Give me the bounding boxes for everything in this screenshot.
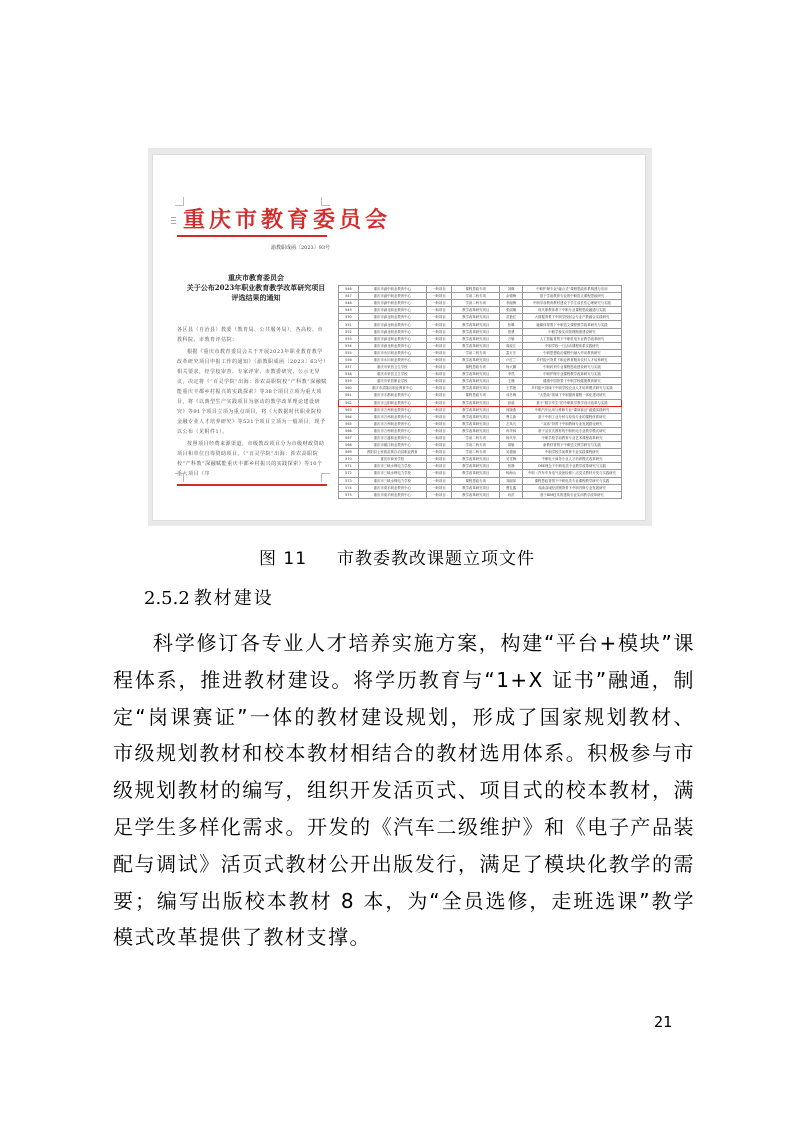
table-row	[339, 328, 622, 335]
table-cell: 教学改革研究项目	[452, 385, 500, 392]
notice-paragraph: 按照项目经费来源渠道，市级教改项目分为市级财政资助项目和单位自筹资助项目。《“百灵学院”出海：涉农高职院校“产科教”深融赋能重庆丰都乡村振兴的实践探索》等10个重大项目（序	[177, 441, 325, 477]
table-cell: 重庆市万州职业教育中心	[358, 427, 426, 434]
table-cell: 555	[339, 349, 359, 356]
table-cell: 重庆市渝中职业教育中心	[358, 300, 426, 307]
table-cell: 周敏	[500, 442, 523, 449]
table-cell: 573	[339, 477, 359, 484]
table-cell: 新教材背景下中职语文教学研究与实践	[522, 442, 621, 449]
table-cell: 556	[339, 356, 359, 363]
table-row	[339, 378, 622, 385]
table-cell: 563	[339, 406, 359, 413]
table-cell: 教学改革研究项目	[452, 335, 500, 342]
table-cell: 教学改革研究项目	[452, 328, 500, 335]
table-cell: 杨海山	[500, 470, 523, 477]
table-row	[339, 314, 622, 321]
table-cell: 一般项目	[426, 286, 451, 293]
table-cell: 重庆市渝北职业教育中心	[358, 307, 426, 314]
table-cell: 571	[339, 463, 359, 470]
notice-title-line: 关于公布2023年职业教育教学改革研究项目	[186, 283, 326, 292]
table-row	[339, 307, 622, 314]
table-cell: 一般项目	[426, 484, 451, 491]
table-cell: 554	[339, 342, 359, 349]
table-cell: 中职药剂专业课程思政建设研究与实践	[522, 364, 621, 371]
table-cell: 蔡勇	[500, 328, 523, 335]
table-cell: 中职学校一日活动课程体系实践研究	[522, 342, 621, 349]
table-cell: 融媒体背景下中职语文课程教学改革研究与实践	[522, 321, 621, 328]
table-cell: 教学改革研究项目	[452, 314, 500, 321]
table-cell: 基于BIM技术的建筑专业实训教学改革研究	[522, 491, 621, 498]
table-cell: 中职学校学前教育专业艺术课程改革研究	[522, 434, 621, 441]
table-cell: 左凤凡	[500, 420, 523, 427]
section-heading	[144, 584, 274, 610]
notice-body	[177, 325, 327, 479]
table-cell: 雷万宏	[500, 349, 523, 356]
table-cell: 551	[339, 321, 359, 328]
table-cell: 重庆市武隆区职业教育中心	[358, 385, 426, 392]
table-cell: 一般项目	[426, 349, 451, 356]
table-cell: 中职学校实训管理制度建设研究	[522, 328, 621, 335]
table-cell: 一般项目	[426, 392, 451, 399]
table-cell: 学前二科专项	[452, 293, 500, 300]
table-cell: 重庆市三峡水利电力学校	[358, 470, 426, 477]
table-cell: 558	[339, 371, 359, 378]
notice-paragraph: 根据《重庆市教育委员会关于开展2023年职业教育教学改革研究项目申报工作的通知》（渝教职成函〔2023〕63号）相关要求，经学校审查、专家评审、市教委研究、公示无异议，决定将《“百灵学院”出海：涉农高职院校“产科教”深融赋能重庆丰都乡村振兴的实践探索》等38个项目立项为重大项目，将《以典型生产实践项目为驱动的教学改革理论建设研究》等91个项目立项为重点项目，将《大数据时代职业院校金融专业人才培养研究》等531个项目立项为一般项目，现予以公布（见附件1）。	[177, 349, 327, 435]
table-cell: 中职《汽车车身电气设备检修》活页式教材开发与实践研究	[522, 470, 621, 477]
table-cell: “双高”背景下中职教师专业发展路径研究	[522, 420, 621, 427]
table-cell: 教学改革研究项目	[452, 470, 500, 477]
table-row	[339, 434, 622, 441]
table-cell: 一般项目	[426, 371, 451, 378]
table-cell: 一般项目	[426, 300, 451, 307]
table-cell: 重庆市渝北职业教育中心	[358, 335, 426, 342]
table-cell: 一般项目	[426, 491, 451, 498]
table-cell: 张琳	[500, 321, 523, 328]
table-cell: 一般项目	[426, 364, 451, 371]
table-cell: 547	[339, 293, 359, 300]
table-row	[339, 364, 622, 371]
table-cell: 重庆市梁平职业教育中心	[358, 491, 426, 498]
table-cell: 教学改革研究项目	[452, 484, 500, 491]
table-cell: 学前二科专项	[452, 442, 500, 449]
table-cell: 一般项目	[426, 427, 451, 434]
table-cell: 重庆市綦江职业教育中心	[358, 442, 426, 449]
table-row	[339, 449, 622, 456]
table-row	[339, 484, 622, 491]
table-cell: 教学改革研究项目	[452, 420, 500, 427]
table-cell: 基于学前教育专业的中职语文课程思政研究	[522, 293, 621, 300]
table-cell: 重庆市渝北职业教育中心	[358, 314, 426, 321]
table-cell: 课程思政专项	[452, 477, 500, 484]
table-cell: 一般项目	[426, 413, 451, 420]
table-row	[339, 413, 622, 420]
table-cell: 基于活页式教材的中职机电专业教学模式研究	[522, 427, 621, 434]
table-row	[339, 463, 622, 470]
table-cell: 吴德琼	[500, 449, 523, 456]
table-cell: 567	[339, 434, 359, 441]
table-cell: 中职学前教育教材建设下学生成长性心理研究与实践	[522, 300, 621, 307]
table-cell: 教学改革研究项目	[452, 378, 500, 385]
table-row	[339, 442, 622, 449]
table-cell: 一般项目	[426, 335, 451, 342]
table-cell: 重庆市云阳职业教育中心	[358, 399, 426, 406]
table-cell: 教学改革研究项目	[452, 371, 500, 378]
table-cell: 曹礼鑫	[500, 484, 523, 491]
table-cell: 一般项目	[426, 314, 451, 321]
table-cell: 中职思想政治课程中融入劳动教育研究	[522, 349, 621, 356]
table-cell: 教学改革研究项目	[452, 307, 500, 314]
table-cell: 一般项目	[426, 434, 451, 441]
table-cell: 重庆市渝北职业教育中心	[358, 328, 426, 335]
table-cell: 重庆市丰都职业教育中心	[358, 392, 426, 399]
table-cell: 549	[339, 307, 359, 314]
table-cell: 565	[339, 420, 359, 427]
table-cell: 一般项目	[426, 463, 451, 470]
table-cell: 重庆市荣昌卫生学校	[358, 364, 426, 371]
table-row	[339, 342, 622, 349]
table-cell: 重庆市万州职业教育中心	[358, 406, 426, 413]
table-cell: 刘丽萍	[500, 477, 523, 484]
table-cell: 一般项目	[426, 378, 451, 385]
table-cell: 中职汽车运用与维修专业“课岗赛证”融通实践研究	[522, 406, 621, 413]
table-cell: 一般项目	[426, 321, 451, 328]
table-row	[339, 456, 622, 463]
table-row	[339, 470, 622, 477]
table-cell: 基于“数字孪生”的中职数学教学设计改革与实践	[522, 399, 621, 406]
table-cell: 王珊	[500, 378, 523, 385]
table-cell: 564	[339, 413, 359, 420]
table-cell: 乡村振兴视域下中职学校农业人才培养模式研究与实践	[522, 385, 621, 392]
section-title: 教材建设	[193, 588, 274, 609]
table-cell: 中职学校学前教育专业实践课程研究	[522, 449, 621, 456]
table-cell: 一般项目	[426, 406, 451, 413]
table-cell: 杨大鹏	[500, 364, 523, 371]
table-cell: 邓冬梅	[500, 392, 523, 399]
table-cell: 570	[339, 456, 359, 463]
table-cell: 课程思政专项	[452, 364, 500, 371]
table-cell: 572	[339, 470, 359, 477]
table-cell: 重庆市渝北职业教育中心	[358, 342, 426, 349]
table-cell: 曹立新	[500, 413, 523, 420]
figure-caption-text: 市教委教改课题立项文件	[337, 549, 536, 569]
table-row	[339, 385, 622, 392]
table-cell: 冉华林	[500, 427, 523, 434]
table-cell: 基于中职工业分析与检验专业的课程体系研究	[522, 413, 621, 420]
table-cell: 一般项目	[426, 385, 451, 392]
table-cell: 课程思政专项	[452, 286, 500, 293]
table-cell: 周政江	[500, 342, 523, 349]
table-row	[339, 371, 622, 378]
table-cell: 561	[339, 392, 359, 399]
table-cell: 教学改革研究项目	[452, 342, 500, 349]
body-paragraph: 科学修订各专业人才培养实施方案，构建“平台+模块”课程体系，推进教材建设。将学历教育与“1+X 证书”融通，制定“岗课赛证”一体的教材建设规划，形成了国家规划教材、市级规划教材和校本教材相结合的教材选用体系。积极参与市级规划教材的编写，组织开发活页式、项目式的校本教材，满足学生多样化需求。开发的《汽车二级维护》和《电子产品装配与调试》活页式教材公开出版发行，满足了模块化教学的需要；编写出版校本教材 8 本，为“全员选修，走班选课”教学模式改革提供了教材支撑。	[113, 631, 695, 950]
table-cell: 566	[339, 427, 359, 434]
table-cell: 562	[339, 399, 359, 406]
table-cell: 557	[339, 364, 359, 371]
table-cell: 学前二科专项	[452, 434, 500, 441]
table-cell: 中职护理专业“融合式”课程思政体系构建与应用	[522, 286, 621, 293]
table-cell: 550	[339, 314, 359, 321]
table-cell: 教学改革研究项目	[452, 427, 500, 434]
drag-handle-icon	[171, 217, 176, 225]
table-cell: 一般项目	[426, 477, 451, 484]
table-cell: 李然	[500, 371, 523, 378]
table-row	[339, 349, 622, 356]
figure-number: 图 11	[258, 549, 308, 569]
notice-title	[171, 273, 341, 303]
corner-mark-icon	[175, 473, 184, 482]
table-cell: 学前二科专项	[452, 349, 500, 356]
table-cell: 559	[339, 378, 359, 385]
table-cell: 彭渝	[500, 399, 523, 406]
table-cell: 何晓燕	[500, 406, 523, 413]
notice-title-line: 重庆市教育委员会	[228, 273, 284, 282]
table-cell: 一般项目	[426, 342, 451, 349]
notice-paragraph: 各区县（自治县）教委（教育局、公共服务局），各高校、市教科院、市教育评估院：	[177, 327, 324, 343]
table-cell: 张丽娜	[500, 307, 523, 314]
table-cell: 重庆市万盛职业教育中心	[358, 434, 426, 441]
table-cell: 553	[339, 335, 359, 342]
table-cell: 教学改革研究项目	[452, 413, 500, 420]
table-cell: 健康中国背景下中职学校健康教育研究	[522, 378, 621, 385]
table-cell: 一般项目	[426, 456, 451, 463]
table-cell: 重庆市万州职业教育中心	[358, 413, 426, 420]
table-cell: 吴雪梅	[500, 456, 523, 463]
table-cell: 中职护理专业课程教学改革研究与实践	[522, 371, 621, 378]
table-cell: 560	[339, 385, 359, 392]
table-cell: 大数据背景下中职学校财会专业产教融合实践研究	[522, 314, 621, 321]
table-cell: 重庆市荣昌卫生学校	[358, 371, 426, 378]
table-cell: 重庆市渝北职业教育中心	[358, 321, 426, 328]
letterhead-title: 重庆市教育委员会	[183, 207, 392, 233]
letterhead-red-rule	[177, 235, 327, 237]
table-cell: 一般项目	[426, 307, 451, 314]
notice-title-line: 评选结果的通知	[231, 293, 281, 302]
table-cell: 王君艳	[500, 385, 523, 392]
table-cell: “大思政”视域下中职德育课程一体化建设研究	[522, 392, 621, 399]
table-cell: 张静	[500, 463, 523, 470]
table-row	[339, 335, 622, 342]
table-cell: 一般项目	[426, 399, 451, 406]
table-cell: 中职电子商务专业人才培养模式改革研究	[522, 456, 621, 463]
table-row	[339, 420, 622, 427]
figure-caption	[0, 544, 794, 569]
table-cell: 一般项目	[426, 470, 451, 477]
table-cell: 一般项目	[426, 293, 451, 300]
table-cell: 向洪	[500, 491, 523, 498]
table-cell: 教学改革研究项目	[452, 463, 500, 470]
section-number: 2.5.2	[144, 588, 190, 609]
table-cell: 568	[339, 442, 359, 449]
table-cell: 李丽梅	[500, 300, 523, 307]
table-cell: 乡村振兴背景下职业教育服务农村人才培养研究	[522, 356, 621, 363]
table-cell: OBE理念下中职电类专业教学改革研究与实践	[522, 463, 621, 470]
table-cell: 一般项目	[426, 420, 451, 427]
project-list-table	[338, 285, 622, 499]
table-cell: 课程思政背景下中职电类专业课程教学研究与实践	[522, 477, 621, 484]
table-cell: 546	[339, 286, 359, 293]
table-cell: 学前二科专项	[452, 300, 500, 307]
table-cell: 一般项目	[426, 356, 451, 363]
table-row	[339, 477, 622, 484]
table-row	[339, 293, 622, 300]
table-row	[339, 399, 622, 406]
table-cell: 成渝双城经济圈背景下中职汽修专业发展研究	[522, 484, 621, 491]
table-cell: 重庆市商务学校	[358, 456, 426, 463]
footer-red-rule	[177, 484, 327, 486]
table-cell: 一般项目	[426, 449, 451, 456]
table-cell: 教学改革研究项目	[452, 399, 500, 406]
table-cell: 课程思政专项	[452, 392, 500, 399]
table-cell: 552	[339, 328, 359, 335]
corner-mark-icon	[321, 473, 330, 482]
table-cell: 余德梅	[500, 293, 523, 300]
table-row	[339, 356, 622, 363]
table-cell: 574	[339, 484, 359, 491]
table-cell: 548	[339, 300, 359, 307]
table-row	[339, 427, 622, 434]
figure-screenshot	[148, 148, 652, 526]
table-cell: 569	[339, 449, 359, 456]
table-cell: 重庆市渝中职业教育中心	[358, 293, 426, 300]
projects-table	[338, 285, 622, 499]
table-cell: 现代职教体系下中职专业课程思政融通与实践	[522, 307, 621, 314]
table-row	[339, 392, 622, 399]
table-cell: 重庆市永川职业教育中心	[358, 349, 426, 356]
table-row	[339, 406, 622, 413]
table-cell: 刘佩	[500, 286, 523, 293]
table-row	[339, 286, 622, 293]
table-row	[339, 491, 622, 498]
table-cell: 酉阳县土家族苗族自治县职业教育	[358, 449, 426, 456]
document-number: 渝教职成函〔2023〕93号	[271, 245, 331, 251]
table-cell: 教学改革研究项目	[452, 491, 500, 498]
table-cell: 人工智能背景下中职机电专业教学改革研究	[522, 335, 621, 342]
table-cell: 575	[339, 491, 359, 498]
table-row	[339, 300, 622, 307]
table-cell: 重庆市三峡水利电力学校	[358, 477, 426, 484]
table-cell: 重庆市荣昌职业学校	[358, 378, 426, 385]
document-preview	[152, 154, 646, 521]
table-cell: 重庆市三峡水利电力学校	[358, 463, 426, 470]
table-cell: 教学改革研究项目	[452, 321, 500, 328]
table-cell: 万敏	[500, 335, 523, 342]
table-cell: 卢红兰	[500, 356, 523, 363]
table-cell: 重庆市万州职业教育中心	[358, 420, 426, 427]
page-number: 21	[654, 1013, 673, 1031]
table-cell: 教学改革研究项目	[452, 456, 500, 463]
table-cell: 重庆市永川职业教育中心	[358, 356, 426, 363]
table-cell: 杨代华	[500, 434, 523, 441]
table-cell: 教学改革研究项目	[452, 406, 500, 413]
table-cell: 一般项目	[426, 328, 451, 335]
table-cell: 一般项目	[426, 442, 451, 449]
table-cell: 教学改革研究项目	[452, 356, 500, 363]
table-cell: 武艳红	[500, 314, 523, 321]
table-cell: 重庆市渝中职业教育中心	[358, 286, 426, 293]
table-cell: 学前二科专项	[452, 449, 500, 456]
table-cell: 重庆市梁平职业教育中心	[358, 484, 426, 491]
table-row	[339, 321, 622, 328]
